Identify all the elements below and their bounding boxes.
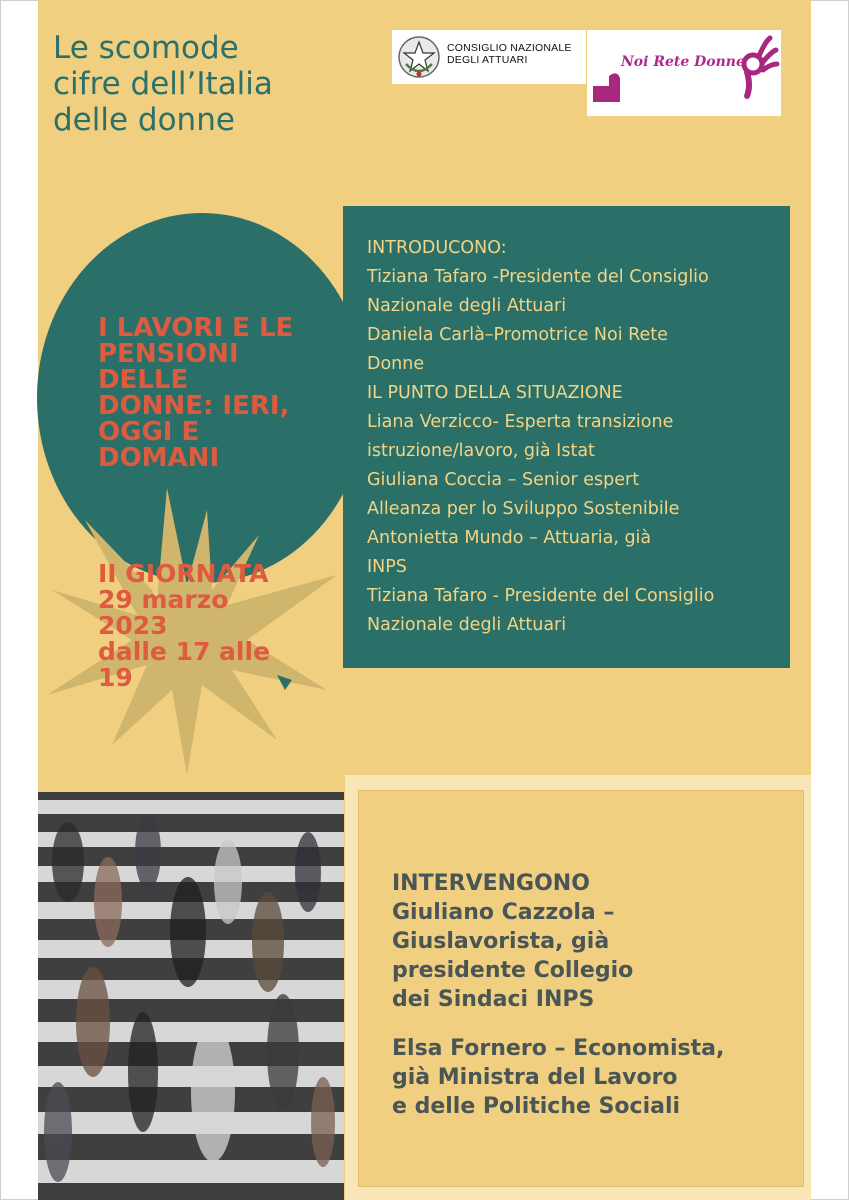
- logo-noi-rete-donne: [587, 30, 781, 116]
- speakers-line: Giuslavorista, già: [392, 929, 610, 954]
- topic-heading: [98, 315, 338, 471]
- speakers-line: INTERVENGONO: [392, 871, 590, 896]
- intro-line: istruzione/lavoro, già Istat: [367, 441, 595, 461]
- speakers-line: e delle Politiche Sociali: [392, 1094, 681, 1119]
- speakers-line: già Ministra del Lavoro: [392, 1065, 678, 1090]
- italian-emblem-icon: [396, 34, 442, 80]
- speakers-line: presidente Collegio: [392, 958, 634, 983]
- intro-line: INTRODUCONO:: [367, 238, 507, 258]
- topic-line: DOMANI: [98, 443, 220, 473]
- intro-line: INPS: [367, 557, 407, 577]
- topic-line: OGGI E: [98, 417, 200, 447]
- crowd-crosswalk-photo: [38, 792, 344, 1200]
- event-line: II GIORNATA: [98, 559, 269, 588]
- speakers-line: Giuliano Cazzola –: [392, 900, 615, 925]
- title-line: delle donne: [53, 102, 235, 138]
- title-line: cifre dell’Italia: [53, 66, 273, 102]
- intro-line: Daniela Carlà–Promotrice Noi Rete: [367, 325, 668, 345]
- speakers-line: Elsa Fornero – Economista,: [392, 1036, 725, 1061]
- intro-line: Antonietta Mundo – Attuaria, già: [367, 528, 652, 548]
- event-line: 2023: [98, 611, 168, 640]
- intro-line: Giuliana Coccia – Senior espert: [367, 470, 640, 490]
- event-date: [98, 561, 328, 691]
- topic-line: DONNE: IERI,: [98, 391, 290, 421]
- noi-rete-donne-logo-text: Noi Rete Donne: [621, 54, 745, 70]
- event-line: 29 marzo: [98, 585, 229, 614]
- event-line: dalle 17 alle: [98, 637, 271, 666]
- intro-line: Liana Verzicco- Esperta transizione: [367, 412, 674, 432]
- introduction-panel: [343, 206, 790, 668]
- cna-logo-line: CONSIGLIO NAZIONALE: [447, 42, 572, 54]
- title-line: Le scomode: [53, 30, 239, 66]
- intro-line: Tiziana Tafaro - Presidente del Consiglio: [367, 586, 715, 606]
- intro-line: Donne: [367, 354, 425, 374]
- intro-line: IL PUNTO DELLA SITUAZIONE: [367, 383, 623, 403]
- speakers-line: dei Sindaci INPS: [392, 987, 595, 1012]
- topic-line: PENSIONI: [98, 339, 239, 369]
- topic-line: I LAVORI E LE: [98, 313, 294, 343]
- poster-title: [53, 30, 383, 138]
- logo-consiglio-nazionale-attuari: [392, 30, 586, 84]
- cna-logo-line: DEGLI ATTUARI: [447, 54, 528, 66]
- ok-hand-icon: [587, 30, 781, 116]
- event-line: 19: [98, 663, 133, 692]
- intro-line: Nazionale degli Attuari: [367, 615, 567, 635]
- topic-line: DELLE: [98, 365, 189, 395]
- intro-line: Alleanza per lo Sviluppo Sostenibile: [367, 499, 680, 519]
- intro-line: Tiziana Tafaro -Presidente del Consiglio: [367, 267, 709, 287]
- intro-line: Nazionale degli Attuari: [367, 296, 567, 316]
